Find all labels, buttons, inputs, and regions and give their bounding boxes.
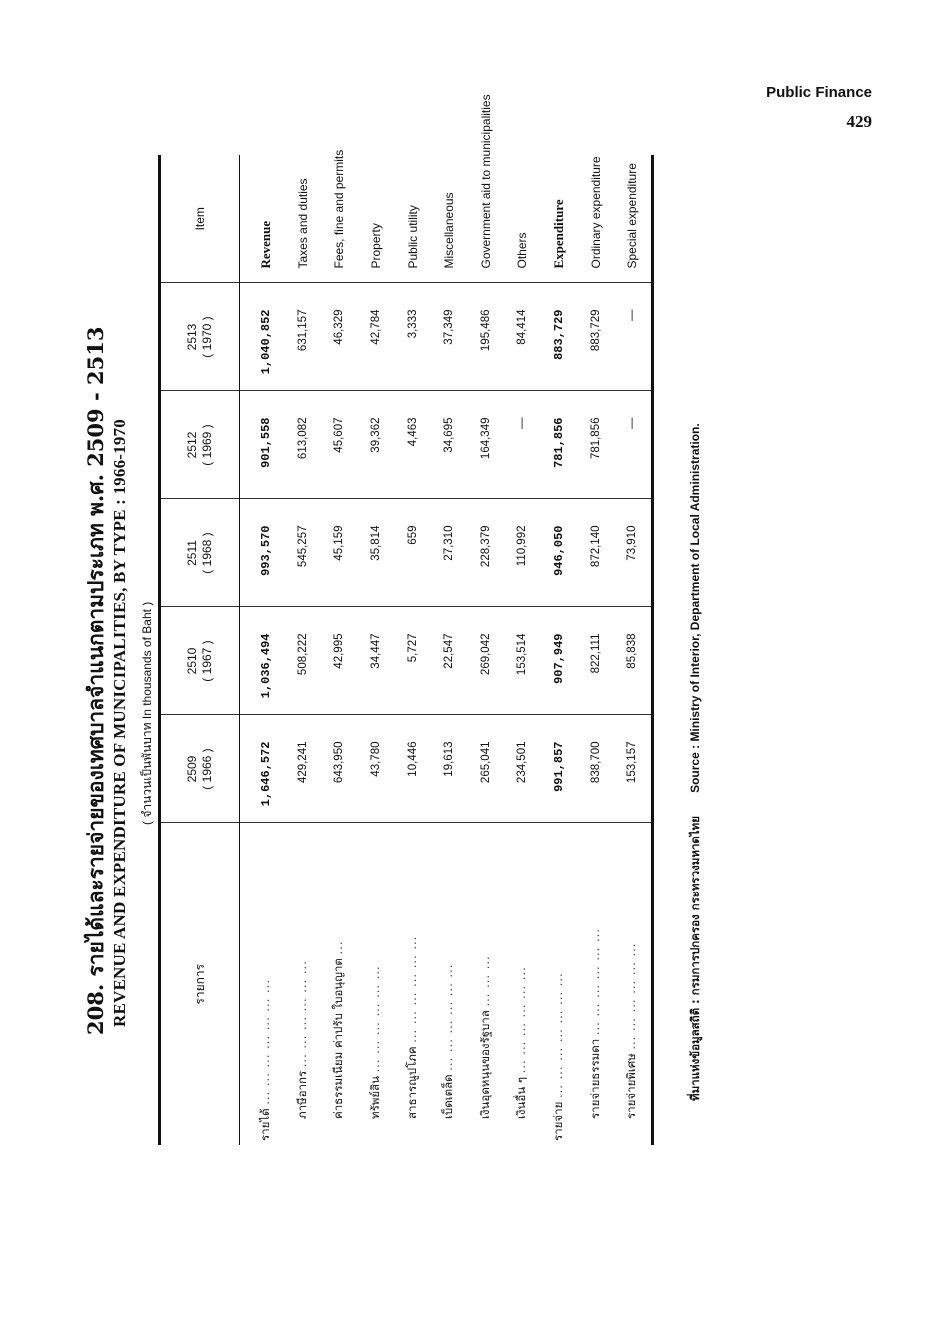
row-label-english: Others: [504, 155, 541, 283]
cell-value: 153,157: [614, 715, 652, 823]
cell-value: 46,329: [321, 283, 358, 391]
table-title-english: REVENUE AND EXPENDITURE OF MUNICIPALITIES, BY TYPE : 1966-1970: [110, 419, 129, 1027]
leader-dots: ... ... ... ... ... ...: [441, 963, 456, 1071]
leader-dots: ... ... ... ... ... ...: [368, 965, 383, 1073]
col-header-year: [160, 391, 240, 499]
cell-value: 45,159: [321, 499, 358, 607]
leader-dots: ... ... ... ... ... ...: [294, 960, 309, 1068]
cell-value: 42,995: [321, 607, 358, 715]
cell-value: 901,558: [240, 391, 285, 499]
leader-dots: ... ... ... ... ... ...: [514, 966, 529, 1074]
cell-value: 42,784: [358, 283, 395, 391]
cell-value: 883,729: [577, 283, 614, 391]
col-header-item-thai: รายการ: [160, 823, 240, 1145]
cell-value: 3,333: [394, 283, 431, 391]
row-label-thai: [468, 823, 505, 1145]
leader-dots: ... ... ... ... ... ...: [624, 942, 639, 1050]
source-notes: [684, 423, 705, 1101]
row-label-thai: [431, 823, 468, 1145]
cell-value: 946,050: [541, 499, 578, 607]
table-title-thai: 208. รายได้และรายจ่ายของเทศบาลจำแนกตามประเภท พ.ศ. 2509 - 2513: [83, 326, 108, 1035]
row-label-english: Expenditure: [541, 155, 578, 283]
row-label-thai-text: ค่าธรรมเนียม ค่าปรับ ใบอนุญาต: [331, 958, 346, 1119]
row-label-thai-text: รายได้: [258, 1108, 273, 1141]
cell-value: 781,856: [541, 391, 578, 499]
cell-value: 1,646,572: [240, 715, 285, 823]
col-header-year: [160, 499, 240, 607]
year-be: 2513: [185, 323, 199, 351]
cell-value: 39,362: [358, 391, 395, 499]
cell-value: 1,040,852: [240, 283, 285, 391]
cell-value: 37,349: [431, 283, 468, 391]
cell-value: 73,910: [614, 499, 652, 607]
cell-value: 265,041: [468, 715, 505, 823]
cell-value: 991,857: [541, 715, 578, 823]
row-label-thai: [394, 823, 431, 1145]
cell-value: 34,447: [358, 607, 395, 715]
table-row: [285, 155, 322, 1145]
table-row: [358, 155, 395, 1145]
cell-value: 613,082: [285, 391, 322, 499]
cell-value: 429,241: [285, 715, 322, 823]
cell-value: 5,727: [394, 607, 431, 715]
cell-value: 195,486: [468, 283, 505, 391]
row-label-english: Special expenditure: [614, 155, 652, 283]
cell-value: 10,446: [394, 715, 431, 823]
cell-value: 838,700: [577, 715, 614, 823]
row-label-thai: [541, 823, 578, 1145]
cell-value: 234,501: [504, 715, 541, 823]
cell-value: 1,036,494: [240, 607, 285, 715]
year-ad: ( 1968 ): [200, 532, 214, 574]
table-row: [541, 155, 578, 1145]
leader-dots: ... ... ... ... ... ...: [404, 935, 419, 1043]
unit-note: ( จำนวนเป็นพันบาท In thousands of Baht ): [140, 601, 154, 825]
leader-dots: ...: [331, 940, 346, 955]
cell-value: 164,349: [468, 391, 505, 499]
cell-value: 872,140: [577, 499, 614, 607]
cell-value: 43,780: [358, 715, 395, 823]
year-ad: ( 1970 ): [200, 316, 214, 358]
cell-value: 85,838: [614, 607, 652, 715]
cell-value: 22,547: [431, 607, 468, 715]
rotated-table-block: [80, 94, 720, 1145]
table-row: [431, 155, 468, 1145]
row-label-english: Ordinary expenditure: [577, 155, 614, 283]
row-label-thai-text: สาธารณูปโภค: [404, 1046, 419, 1119]
cell-value: 883,729: [541, 283, 578, 391]
cell-value: —: [614, 283, 652, 391]
source-english: Source : Ministry of Interior, Department of Local Administration.: [688, 423, 702, 793]
row-label-english: Public utility: [394, 155, 431, 283]
row-label-thai-text: รายจ่ายธรรมดา: [587, 1038, 602, 1119]
col-header-item-english: Item: [160, 155, 240, 283]
row-label-english: Revenue: [240, 155, 285, 283]
cell-value: 781,856: [577, 391, 614, 499]
year-be: 2512: [185, 431, 199, 459]
table-wrapper: [158, 94, 654, 1145]
row-label-thai-text: เงินอุดหนุนของรัฐบาล: [477, 1010, 492, 1119]
row-label-thai: [504, 823, 541, 1145]
section-title: Public Finance: [766, 84, 872, 101]
row-label-thai-text: ภาษีอากร: [294, 1070, 309, 1119]
row-label-thai-text: ทรัพย์สิน: [368, 1076, 383, 1119]
cell-value: 110,992: [504, 499, 541, 607]
cell-value: 907,949: [541, 607, 578, 715]
row-label-thai: [240, 823, 285, 1145]
row-label-thai-text: เบ็ดเตล็ด: [441, 1074, 456, 1119]
year-ad: ( 1966 ): [200, 748, 214, 790]
cell-value: 631,157: [285, 283, 322, 391]
row-label-thai: [577, 823, 614, 1145]
row-label-english: Miscellaneous: [431, 155, 468, 283]
cell-value: 35,814: [358, 499, 395, 607]
row-label-thai: [285, 823, 322, 1145]
row-label-thai-text: เงินอื่น ๆ: [514, 1076, 529, 1119]
cell-value: 822,111: [577, 607, 614, 715]
year-ad: ( 1969 ): [200, 424, 214, 466]
row-label-english: Property: [358, 155, 395, 283]
row-label-english: Fees, fine and permits: [321, 155, 358, 283]
cell-value: 508,222: [285, 607, 322, 715]
table-row: [468, 155, 505, 1145]
source-thai: ที่มาแห่งข้อมูลสถิติ : กรมการปกครอง กระทรวงมหาดไทย: [688, 816, 702, 1101]
col-header-year: [160, 715, 240, 823]
cell-value: 228,379: [468, 499, 505, 607]
cell-value: —: [614, 391, 652, 499]
page-number: 429: [846, 112, 872, 131]
year-be: 2510: [185, 647, 199, 675]
year-be: 2511: [185, 540, 199, 566]
cell-value: —: [504, 391, 541, 499]
header-row: [160, 155, 240, 1145]
row-label-thai-text: รายจ่าย: [551, 1101, 566, 1141]
table-row: [577, 155, 614, 1145]
cell-value: 269,042: [468, 607, 505, 715]
cell-value: 84,414: [504, 283, 541, 391]
cell-value: 34,695: [431, 391, 468, 499]
row-label-thai: [614, 823, 652, 1145]
cell-value: 45,607: [321, 391, 358, 499]
cell-value: 19,613: [431, 715, 468, 823]
leader-dots: ... ... ...: [477, 955, 492, 1007]
table-row: [321, 155, 358, 1145]
table-row: [240, 155, 285, 1145]
cell-value: 153,514: [504, 607, 541, 715]
table-row: [614, 155, 652, 1145]
row-label-english: Government aid to municipalities: [468, 155, 505, 283]
col-header-year: [160, 283, 240, 391]
table-row: [504, 155, 541, 1145]
cell-value: 659: [394, 499, 431, 607]
row-label-thai: [321, 823, 358, 1145]
cell-value: 4,463: [394, 391, 431, 499]
row-label-english: Taxes and duties: [285, 155, 322, 283]
data-table: [158, 94, 654, 1145]
table-row: [394, 155, 431, 1145]
year-be: 2509: [185, 755, 199, 783]
cell-value: 545,257: [285, 499, 322, 607]
leader-dots: ... ... ... ... ... ... ...: [258, 979, 273, 1105]
row-label-thai-text: รายจ่ายพิเศษ: [624, 1053, 639, 1119]
cell-value: 993,570: [240, 499, 285, 607]
year-ad: ( 1967 ): [200, 640, 214, 682]
leader-dots: ... ... ... ... ... ... ...: [551, 972, 566, 1099]
cell-value: 643,950: [321, 715, 358, 823]
cell-value: 27,310: [431, 499, 468, 607]
leader-dots: ... ... ... ... ... ...: [587, 928, 602, 1036]
col-header-year: [160, 607, 240, 715]
row-label-thai: [358, 823, 395, 1145]
